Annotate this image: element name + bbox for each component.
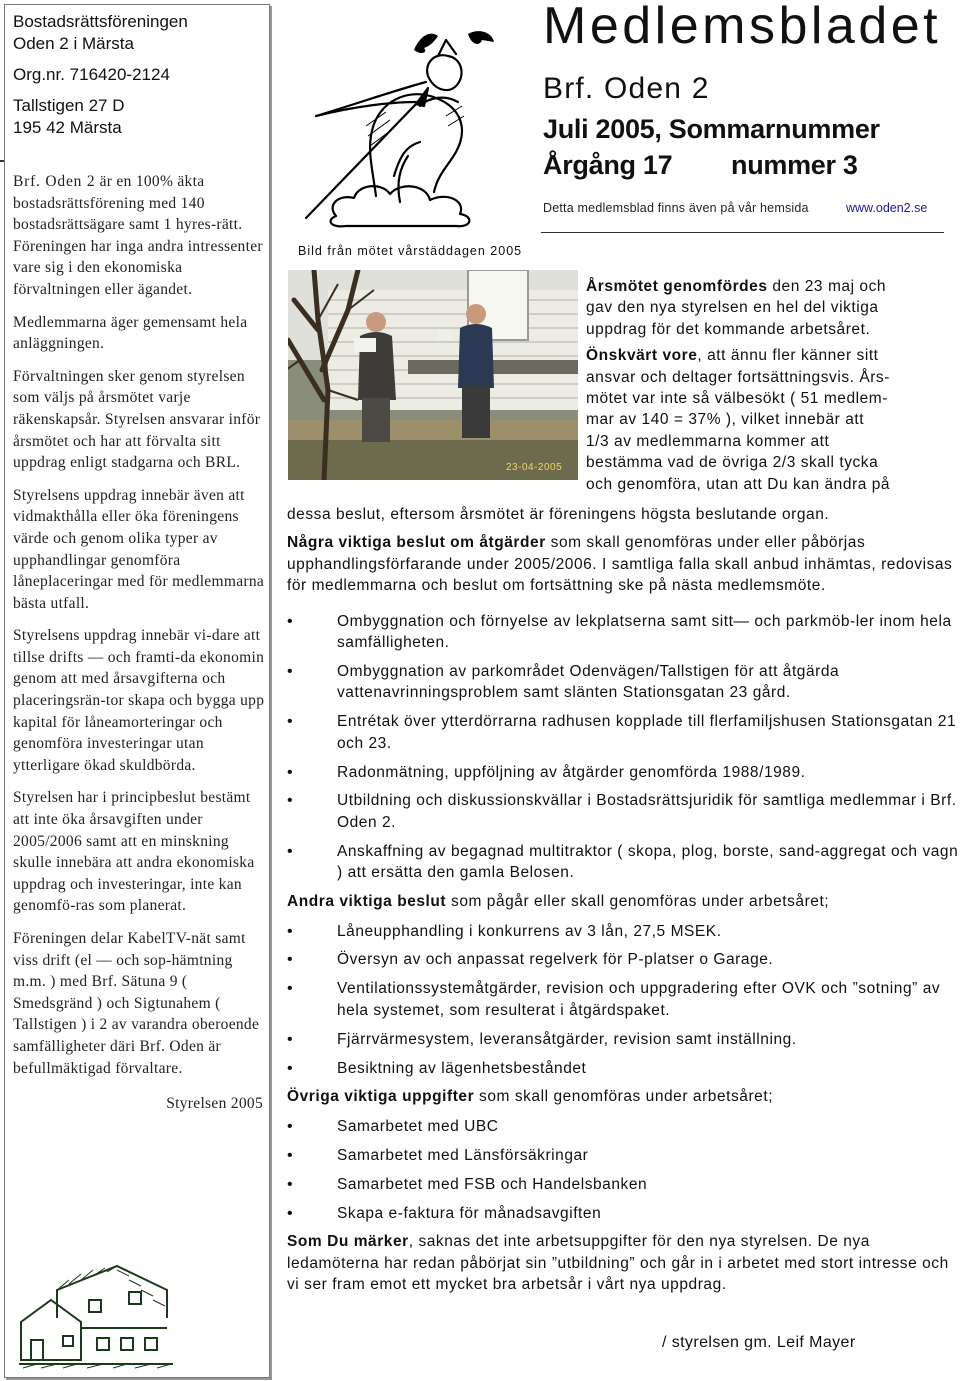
list-item: • Ventilationssystemåtgärder, revision och uppgradering efter OVK och ”sotning” av hela systemet, som resulterat i åtgärdspaket. <box>287 978 959 1021</box>
other-decisions-body: som pågår eller skall genomföras under arbetsåret; <box>446 893 830 911</box>
other-tasks-list <box>287 1116 959 1224</box>
intro-lead: Brf. Oden 2 <box>13 173 96 190</box>
intro-line-3: uppdrag för det kommande arbetsåret. <box>586 320 871 338</box>
org-name-line-2: Oden 2 i Märsta <box>13 34 134 53</box>
address-postal: 195 42 Märsta <box>13 118 122 137</box>
intro-line-1 <box>586 276 960 297</box>
sidebar-fee-paragraph: Styrelsen har i principbeslut bestämt att inte öka årsavgiften under 2005/2006 samt att en minskning skulle innebära att andra ekonomiska uppdrag och investeringar, inte kan genomfö-ras som planerat. <box>13 789 255 915</box>
sidebar-management-paragraph: Förvaltningen sker genom styrelsen som väljs på årsmötet varje räkenskapsår. Styrelsen ansvarar inför årsmötet och har att förvalta sitt uppdrag enligt stadgarna och BRL. <box>13 367 261 472</box>
issue-line: Juli 2005, Sommarnummer <box>543 114 880 144</box>
house-illustration <box>17 1260 177 1372</box>
intro-body: är en 100% äkta bostadsrättsförening med 140 bostadsrättsägare samt 1 hyres-rätt. Föreningen har inga andra intressenter vare sig i den ekonomiska förvaltningen eller ägandet. <box>13 173 263 298</box>
intro-line-1-text: den 23 maj och <box>767 278 887 295</box>
wish-line-3: mötet var inte så välbesökt ( 51 medlem- <box>586 390 888 408</box>
wish-line-5: 1/3 av medlemmarna kommer att <box>586 432 830 450</box>
list-item: • Ombyggnation och förnyelse av lekplatserna samt sitt— och parkmöb-ler inom hela samfälligheten. <box>287 611 959 654</box>
list-item: • Låneupphandling i konkurrens av 3 lån, 27,5 MSEK. <box>287 921 959 942</box>
list-item: • Samarbetet med FSB och Handelsbanken <box>287 1174 959 1195</box>
list-item: • Utbildning och diskussionskvällar i Bostadsrättsjuridik för samtliga medlemmar i Brf. Oden 2. <box>287 790 959 833</box>
meeting-photo-graphic <box>288 270 578 480</box>
other-tasks-paragraph <box>287 1086 959 1107</box>
sidebar-box <box>4 4 270 1378</box>
other-decisions-paragraph <box>287 891 959 912</box>
closing-body: , saknas det inte arbetsuppgifter för den nya styrelsen. De nya ledamöterna har redan påbörjat sin ”utbildning” och går in i arbetet med stort intresse och vi ser fram emot ett mycket bra arbetsår i vårt nya uppdrag. <box>287 1233 949 1294</box>
association-name: Brf. Oden 2 <box>543 72 710 105</box>
meeting-photo <box>288 270 578 480</box>
article-signature: / styrelsen gm. Leif Mayer <box>662 1334 856 1351</box>
sidebar-ownership-paragraph: Medlemmarna äger gemensamt hela anläggningen. <box>13 313 248 353</box>
closing-paragraph <box>287 1231 959 1295</box>
wish-line-7: och genomföra, utan att Du kan ändra på <box>586 475 891 493</box>
wish-line-6: bestämma vad de övriga 2/3 skall tycka <box>586 454 879 472</box>
sidebar-mandate-paragraph: Styrelsens uppdrag innebär även att vidmakthålla eller öka föreningens värde och genom olika typer av upphandlingar genomföra låneplaceringar med för medlemmarna bästa utfall. <box>13 486 265 612</box>
list-item: • Radonmätning, uppföljning av åtgärder genomförda 1988/1989. <box>287 762 959 783</box>
decisions-paragraph <box>287 532 959 596</box>
website-link[interactable]: www.oden2.se <box>846 201 928 215</box>
list-item: • Samarbetet med UBC <box>287 1116 959 1137</box>
sidebar-finance-paragraph: Styrelsens uppdrag innebär vi-dare att tillse drifts — och framti-da ekonomin genom att med årsavgifterna och placeringsrän-tor skapa och bygga upp kapital för låneamorteringar och genomföra investeringar utan ytterligare ökad skuldbörda. <box>13 627 265 774</box>
wish-lead: Önskvärt vore <box>586 347 698 365</box>
other-decisions-lead: Andra viktiga beslut <box>287 893 447 911</box>
volume-label: Årgång 17 <box>543 150 673 180</box>
decisions-body: som skall genomföras under eller påbörjas upphandlingsförfarande under 2005/2006. I samtliga falla skall anbud inhämtas, redovisas för medlemmarna och beslut om fortsättning ske på nästa medlemsmöte. <box>287 534 953 595</box>
list-item: • Entrétak över ytterdörrarna radhusen kopplade till flerfamiljshusen Stationsgatan 21 och 23. <box>287 711 959 754</box>
issue-number: nummer 3 <box>731 150 858 180</box>
other-tasks-lead: Övriga viktiga uppgifter <box>287 1088 475 1106</box>
org-number: Org.nr. 716420-2124 <box>13 65 170 84</box>
photo-date-stamp: 23-04-2005 <box>506 462 563 473</box>
sidebar-cable-paragraph: Föreningen delar KabelTV-nät samt viss drift (el — och sop-hämtning m.m. ) med Brf. Sätuna 9 ( Smedsgränd ) och Sigtunahem ( Tallstigen ) i 2 av varandra oberoende samfälligheter däri Brf. Oden är befullmäktigad förvaltare. <box>13 930 260 1077</box>
illustration-caption: Bild från mötet vårstäddagen 2005 <box>298 244 523 258</box>
other-decisions-list <box>287 921 959 1079</box>
wish-line-2: ansvar och deltager fortsättningsvis. Års- <box>586 368 890 386</box>
address-street: Tallstigen 27 D <box>13 96 125 115</box>
article-body <box>287 504 959 1296</box>
intro-line-2: gav den nya styrelsen en hel del viktiga <box>586 299 879 317</box>
annual-meeting-intro <box>586 276 960 495</box>
masthead-divider <box>541 232 944 233</box>
list-item: • Anskaffning av begagnad multitraktor ( skopa, plog, borste, sand-aggregat och vagn ) att ersätta den gamla Belosen. <box>287 841 959 884</box>
wish-line-1 <box>586 345 960 366</box>
sidebar-signature: Styrelsen 2005 <box>166 1095 263 1113</box>
annual-meeting-lead: Årsmötet genomfördes <box>586 278 768 295</box>
wish-line-1-text: , att ännu fler känner sitt <box>697 347 879 365</box>
decisions-list <box>287 611 959 884</box>
org-name-line-1: Bostadsrättsföreningen <box>13 12 188 31</box>
website-note: Detta medlemsblad finns även på vår hemsida <box>543 201 809 215</box>
newsletter-title: Medlemsbladet <box>543 0 942 55</box>
list-item: • Översyn av och anpassat regelverk för P-platser o Garage. <box>287 949 959 970</box>
list-item: • Besiktning av lägenhetsbeståndet <box>287 1058 959 1079</box>
other-tasks-body: som skall genomföras under arbetsåret; <box>474 1088 774 1106</box>
list-item: • Fjärrvärmesystem, leveransåtgärder, revision samt inställning. <box>287 1029 959 1050</box>
odin-sleipnir-drawing <box>296 6 536 228</box>
list-item: • Ombyggnation av parkområdet Odenvägen/Tallstigen för att åtgärda vattenavrinningsproblem samt slänten Stationsgatan 23 gård. <box>287 661 959 704</box>
decisions-lead: Några viktiga beslut om åtgärder <box>287 534 546 552</box>
sidebar-intro-paragraph <box>13 171 265 301</box>
closing-lead: Som Du märker <box>287 1233 409 1251</box>
wish-line-8: dessa beslut, eftersom årsmötet är föreningens högsta beslutande organ. <box>287 506 830 523</box>
list-item: • Skapa e-faktura för månadsavgiften <box>287 1203 959 1224</box>
list-item: • Samarbetet med Länsförsäkringar <box>287 1145 959 1166</box>
wish-line-4: mar av 140 = 37% ), vilket innebär att <box>586 411 865 429</box>
